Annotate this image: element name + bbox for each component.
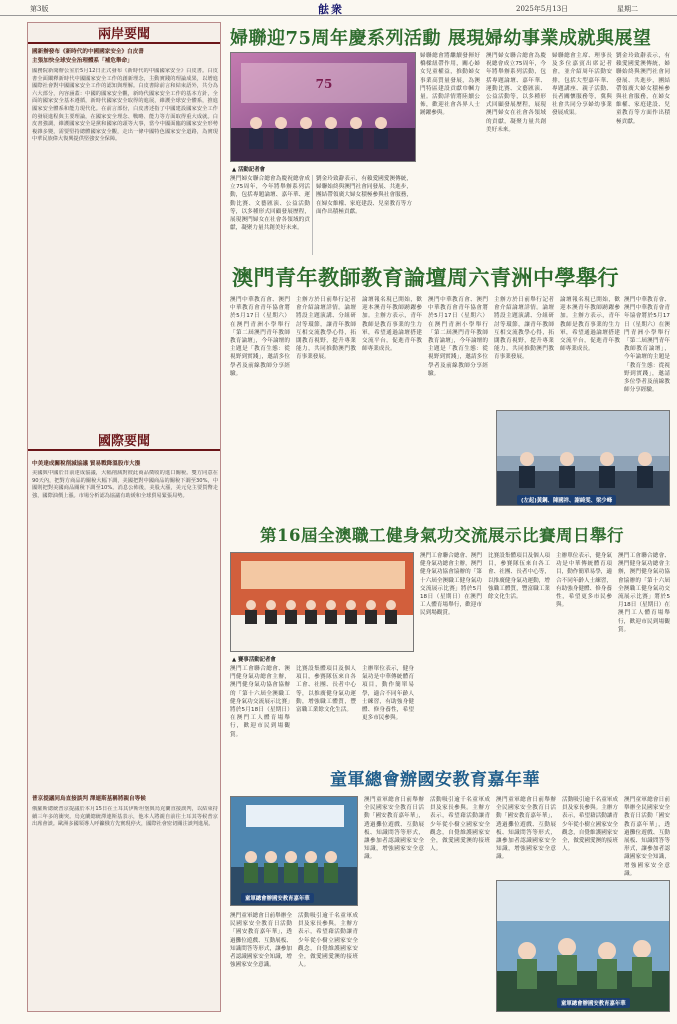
article-column: 主辦方於日前舉行記者會介紹論壇詳情。論壇將設主題演講、分組研討等環節，讓青年教師互相交流教學心得，拓闊教育視野，提升專業能力，共同推動澳門教育事業發展。	[494, 297, 554, 361]
sidebar-article-text: 美國與中國於日前達成協議，大幅削減對彼此商品徵收的進口關稅。雙方同意在90天內，把對方商品的關稅大幅下調，美國把對中國商品的關稅下調至30%，中國則把對美國商品關稅下調至10%。消息公佈後，美股大漲，美元兌主要貨幣走強，國際油價上漲。市場分析認為協議有助緩和全球貿易緊張局勢。	[32, 470, 218, 499]
article-column: 論壇報名現已開始，歡迎本澳青年教師踴躍參加。主辦方表示，青年教師是教育事業的生力軍，希望通過論壇搭建交流平台，促進青年教師專業成長。	[362, 297, 422, 353]
article-column: 婦聯總會將繼續發揮好橋樑紐帶作用，關心婦女兒童權益，推動婦女事業高質量發展，為澳門特區建設貢獻巾幗力量。活動詳情將陸續公佈，歡迎社會各界人士踴躍參與。	[420, 53, 480, 117]
photo-caption: 童軍總會辦國安教育嘉年華	[557, 998, 630, 1008]
article-column: 澳門婦女聯合總會為慶祝總會成立75周年，今年將舉辦系列活動，包括專題論壇、嘉年華、運動比賽、文藝匯演、公益活動等，以多種形式回顧發展歷程，展現澳門婦女在社會各領域的貢獻，凝聚力量共創美好未來。	[486, 53, 546, 133]
article-column: 澳門中華教育會、澳門中華教育會青年協會將於5月17日（星期六）在澳門青洲小學舉行「第二屆澳門青年教師教育論壇」，今年論壇的主題是「教育生態：從視野到實踐」，邀請多位學者及前線教師分享經驗。	[230, 297, 290, 377]
photo-scout-carnival-left	[230, 796, 358, 906]
page-header	[0, 0, 677, 16]
photo-caption: ▲ 活動記者會	[232, 167, 265, 173]
photo-image	[497, 411, 670, 506]
photo-image	[231, 797, 358, 906]
article-column: 劉金玲致辭表示，有賴愛國愛澳傳統，婦聯始終與澳門社會同發展、共進步，團結帶領廣大婦女積極參與社會服務，在婦女維權、家庭建設、兒童教育等方面作出積極貢獻。	[616, 53, 670, 125]
article-column: 澳門童軍總會日前舉辦全民國家安全教育日活動「國安教育嘉年華」，透過攤位遊戲、互動展板、知識問答等形式，讓參加者認識國家安全知識，增強國家安全意識。	[496, 797, 556, 861]
article-column: 澳門童軍總會日前舉辦全民國家安全教育日活動「國安教育嘉年華」，透過攤位遊戲、互動展板、知識問答等形式，讓參加者認識國家安全知識，增強國家安全意識。	[624, 797, 670, 876]
headline-qigong-contest: 第16屆全澳職工健身氣功交流展示比賽周日舉行	[260, 526, 624, 545]
headline-womens-federation: 婦聯迎75周年慶系列活動 展現婦幼事業成就與展望	[230, 28, 652, 49]
caption-text: 賽事活動記者會	[238, 657, 276, 663]
sidebar-subhead: 主張加快全球安全治理體系「補危舉命」	[32, 58, 133, 64]
article-column: 澳門婦女聯合總會為慶祝總會成立75周年，今年將舉辦系列活動，包括專題論壇、嘉年華、運動比賽、文藝匯演、公益活動等，以多種形式回顧發展歷程，展現澳門婦女在社會各領域的貢獻，凝聚力量共創美好未來。	[230, 176, 310, 232]
article-column: 活動吸引逾千名童軍成員及家長參與。主辦方表示，希望藉活動讓青少年從小樹立國家安全觀念，自覺維護國家安全，做愛國愛澳的接班人。	[562, 797, 618, 853]
sidebar-subhead: 普京提議同烏直接談判 澤連斯基稱將親自等候	[32, 796, 146, 802]
photo-image	[231, 553, 414, 652]
photo-scout-carnival-right	[496, 880, 670, 1012]
article-column: 澳門中華教育會、澳門中華教育會青年協會將於5月17日（星期六）在澳門青洲小學舉行「第二屆澳門青年教師教育論壇」，今年論壇的主題是「教育生態：從視野到實踐」，邀請多位學者及前線教師分享經驗。	[428, 297, 488, 377]
photo-qigong-press	[230, 552, 414, 652]
photo-image	[497, 881, 670, 1012]
photo-caption: 童軍總會辦國安教育嘉年華	[241, 893, 314, 903]
article-column: 澳門童軍總會日前舉辦全民國家安全教育日活動「國安教育嘉年華」，透過攤位遊戲、互動展板、知識問答等形式，讓參加者認識國家安全知識，增強國家安全意識。	[230, 913, 292, 969]
photo-caption: (左起)黃鋼、陳國祥、謝綺雯、梁少峰	[517, 495, 616, 505]
article-column: 比賽設集體項目及個人項目，參賽隊伍來自各工會、社團、長者中心等，以推廣健身氣功運動，增強職工體質，豐富職工業餘文化生活。	[296, 666, 356, 714]
article-column: 活動吸引逾千名童軍成員及家長參與。主辦方表示，希望藉活動讓青少年從小樹立國家安全觀念，自覺維護國家安全，做愛國愛澳的接班人。	[298, 913, 358, 969]
article-column: 澳門童軍總會日前舉辦全民國家安全教育日活動「國安教育嘉年華」，透過攤位遊戲、互動展板、知識問答等形式，讓參加者認識國家安全知識，增強國家安全意識。	[364, 797, 424, 861]
article-column: 活動吸引逾千名童軍成員及家長參與。主辦方表示，希望藉活動讓青少年從小樹立國家安全觀念，自覺維護國家安全，做愛國愛澳的接班人。	[430, 797, 490, 853]
page-number: 第3版	[30, 5, 49, 13]
article-column: 婦聯總會主席、理事長及多位嘉賓出席記者會，並介紹周年活動安排，包括大型嘉年華、專題講座、親子活動、長者關懷服務等，冀與社會共同分享婦幼事業發展成果。	[552, 53, 612, 117]
photo-forum-speakers	[496, 410, 670, 506]
photo-image	[231, 53, 416, 162]
sidebar-article-text: 俄羅斯總統普京提議於本月15日在土耳其伊斯坦堡與烏克蘭直接談判，以結束持續三年多的衝突。烏克蘭總統澤連斯基表示，他本人將親自前往土耳其等候普京出席會談。歐洲多國領導人呼籲俄方先實現停火，國際社會密切關注談判進展。	[32, 806, 218, 828]
article-column: 主辦單位表示，健身氣功是中華傳統體育項目，動作簡單易學，適合不同年齡人士練習，有助強身健體、修身養性，希望更多市民參與。	[556, 553, 612, 609]
headline-scout-carnival: 童軍總會辦國安教育嘉年華	[330, 770, 540, 790]
article-column: 比賽設集體項目及個人項目，參賽隊伍來自各工會、社團、長者中心等，以推廣健身氣功運動，增強職工體質，豐富職工業餘文化生活。	[488, 553, 550, 601]
article-column: 澳門工會聯合總會、澳門健身氣功總會主辦，澳門健身氣功協會協辦的「第十六屆全澳職工健身氣功交流展示比賽」將於5月18日（星期日）在澳門工人體育場舉行，歡迎市民到場觀賞。	[618, 553, 670, 633]
masthead: 䏻衆	[318, 3, 344, 16]
photo-press-conference	[230, 52, 416, 162]
article-column: 主辦單位表示，健身氣功是中華傳統體育項目，動作簡單易學，適合不同年齡人士練習，有助強身健體、修身養性，希望更多市民參與。	[362, 666, 414, 722]
photo-caption: ▲ 賽事活動記者會	[232, 657, 276, 663]
caption-text: 活動記者會	[238, 167, 265, 173]
section-title-international: 國際要聞	[28, 433, 220, 451]
weekday: 星期二	[617, 5, 638, 13]
sidebar-subhead: 中美達成關稅削減協議 貿易戰降溫股市大漲	[32, 461, 141, 467]
issue-date: 2025年5月13日	[516, 5, 569, 13]
article-column: 論壇報名現已開始，歡迎本澳青年教師踴躍參加。主辦方表示，青年教師是教育事業的生力軍，希望通過論壇搭建交流平台，促進青年教師專業成長。	[560, 297, 620, 353]
section-title-cross-strait: 兩岸要聞	[28, 26, 220, 44]
article-column: 澳門中華教育會、澳門中華教育會青年協會將於5月17日（星期六）在澳門青洲小學舉行「第二屆澳門青年教師教育論壇」，今年論壇的主題是「教育生態：從視野到實踐」，邀請多位學者及前線教師分享經驗。	[624, 297, 670, 394]
column-rule	[312, 175, 313, 255]
headline-teachers-forum: 澳門青年教師教育論壇周六青洲中學舉行	[232, 265, 619, 290]
article-column: 澳門工會聯合總會、澳門健身氣功總會主辦，澳門健身氣功協會協辦的「第十六屆全澳職工健身氣功交流展示比賽」將於5月18日（星期日）在澳門工人體育場舉行，歡迎市民到場觀賞。	[420, 553, 482, 617]
article-column: 劉金玲致辭表示，有賴愛國愛澳傳統，婦聯始終與澳門社會同發展、共進步，團結帶領廣大婦女積極參與社會服務，在婦女維權、家庭建設、兒童教育等方面作出積極貢獻。	[316, 176, 412, 215]
sidebar-subhead: 國新辦發布《新時代的中國國家安全》白皮書	[32, 49, 144, 55]
svg-text:75: 75	[315, 77, 333, 91]
sidebar-article-text: 國務院新聞辦公室於5月12日正式發布《新時代的中國國家安全》白皮書。白皮書全面闡釋新時代中國國家安全工作的創新理念，主動實踐的理論成果，以增進國際社會對中國國家安全工作的認知與理解。白皮書除前言和結束語外，共分為六大部分，內容涵蓋：中國的國家安全觀，新時代國家安全工作的基本方針，全面的國家安全基本遵循，新時代國家安全取得的進展，維護全球安全體系，推進國家安全體系和能力現代化。在前言部份，白皮書述指了中國建設國家安全工作的發展進程與主要理論，在國家安全理念、戰略、能力等方面取得重大成就。白皮書強調，維護國家安全是黨和國家的頭等大事，當今中國面臨的國家安全形勢複雜多變，需要堅持總體國家安全觀，走出一條中國特色國家安全道路，為實現中華民族偉大復興提供堅強安全保障。	[32, 68, 218, 143]
article-column: 主辦方於日前舉行記者會介紹論壇詳情。論壇將設主題演講、分組研討等環節，讓青年教師互相交流教學心得，拓闊教育視野，提升專業能力，共同推動澳門教育事業發展。	[296, 297, 356, 361]
article-column: 澳門工會聯合總會、澳門健身氣功總會主辦，澳門健身氣功協會協辦的「第十六屆全澳職工健身氣功交流展示比賽」將於5月18日（星期日）在澳門工人體育場舉行，歡迎市民到場觀賞。	[230, 666, 290, 738]
